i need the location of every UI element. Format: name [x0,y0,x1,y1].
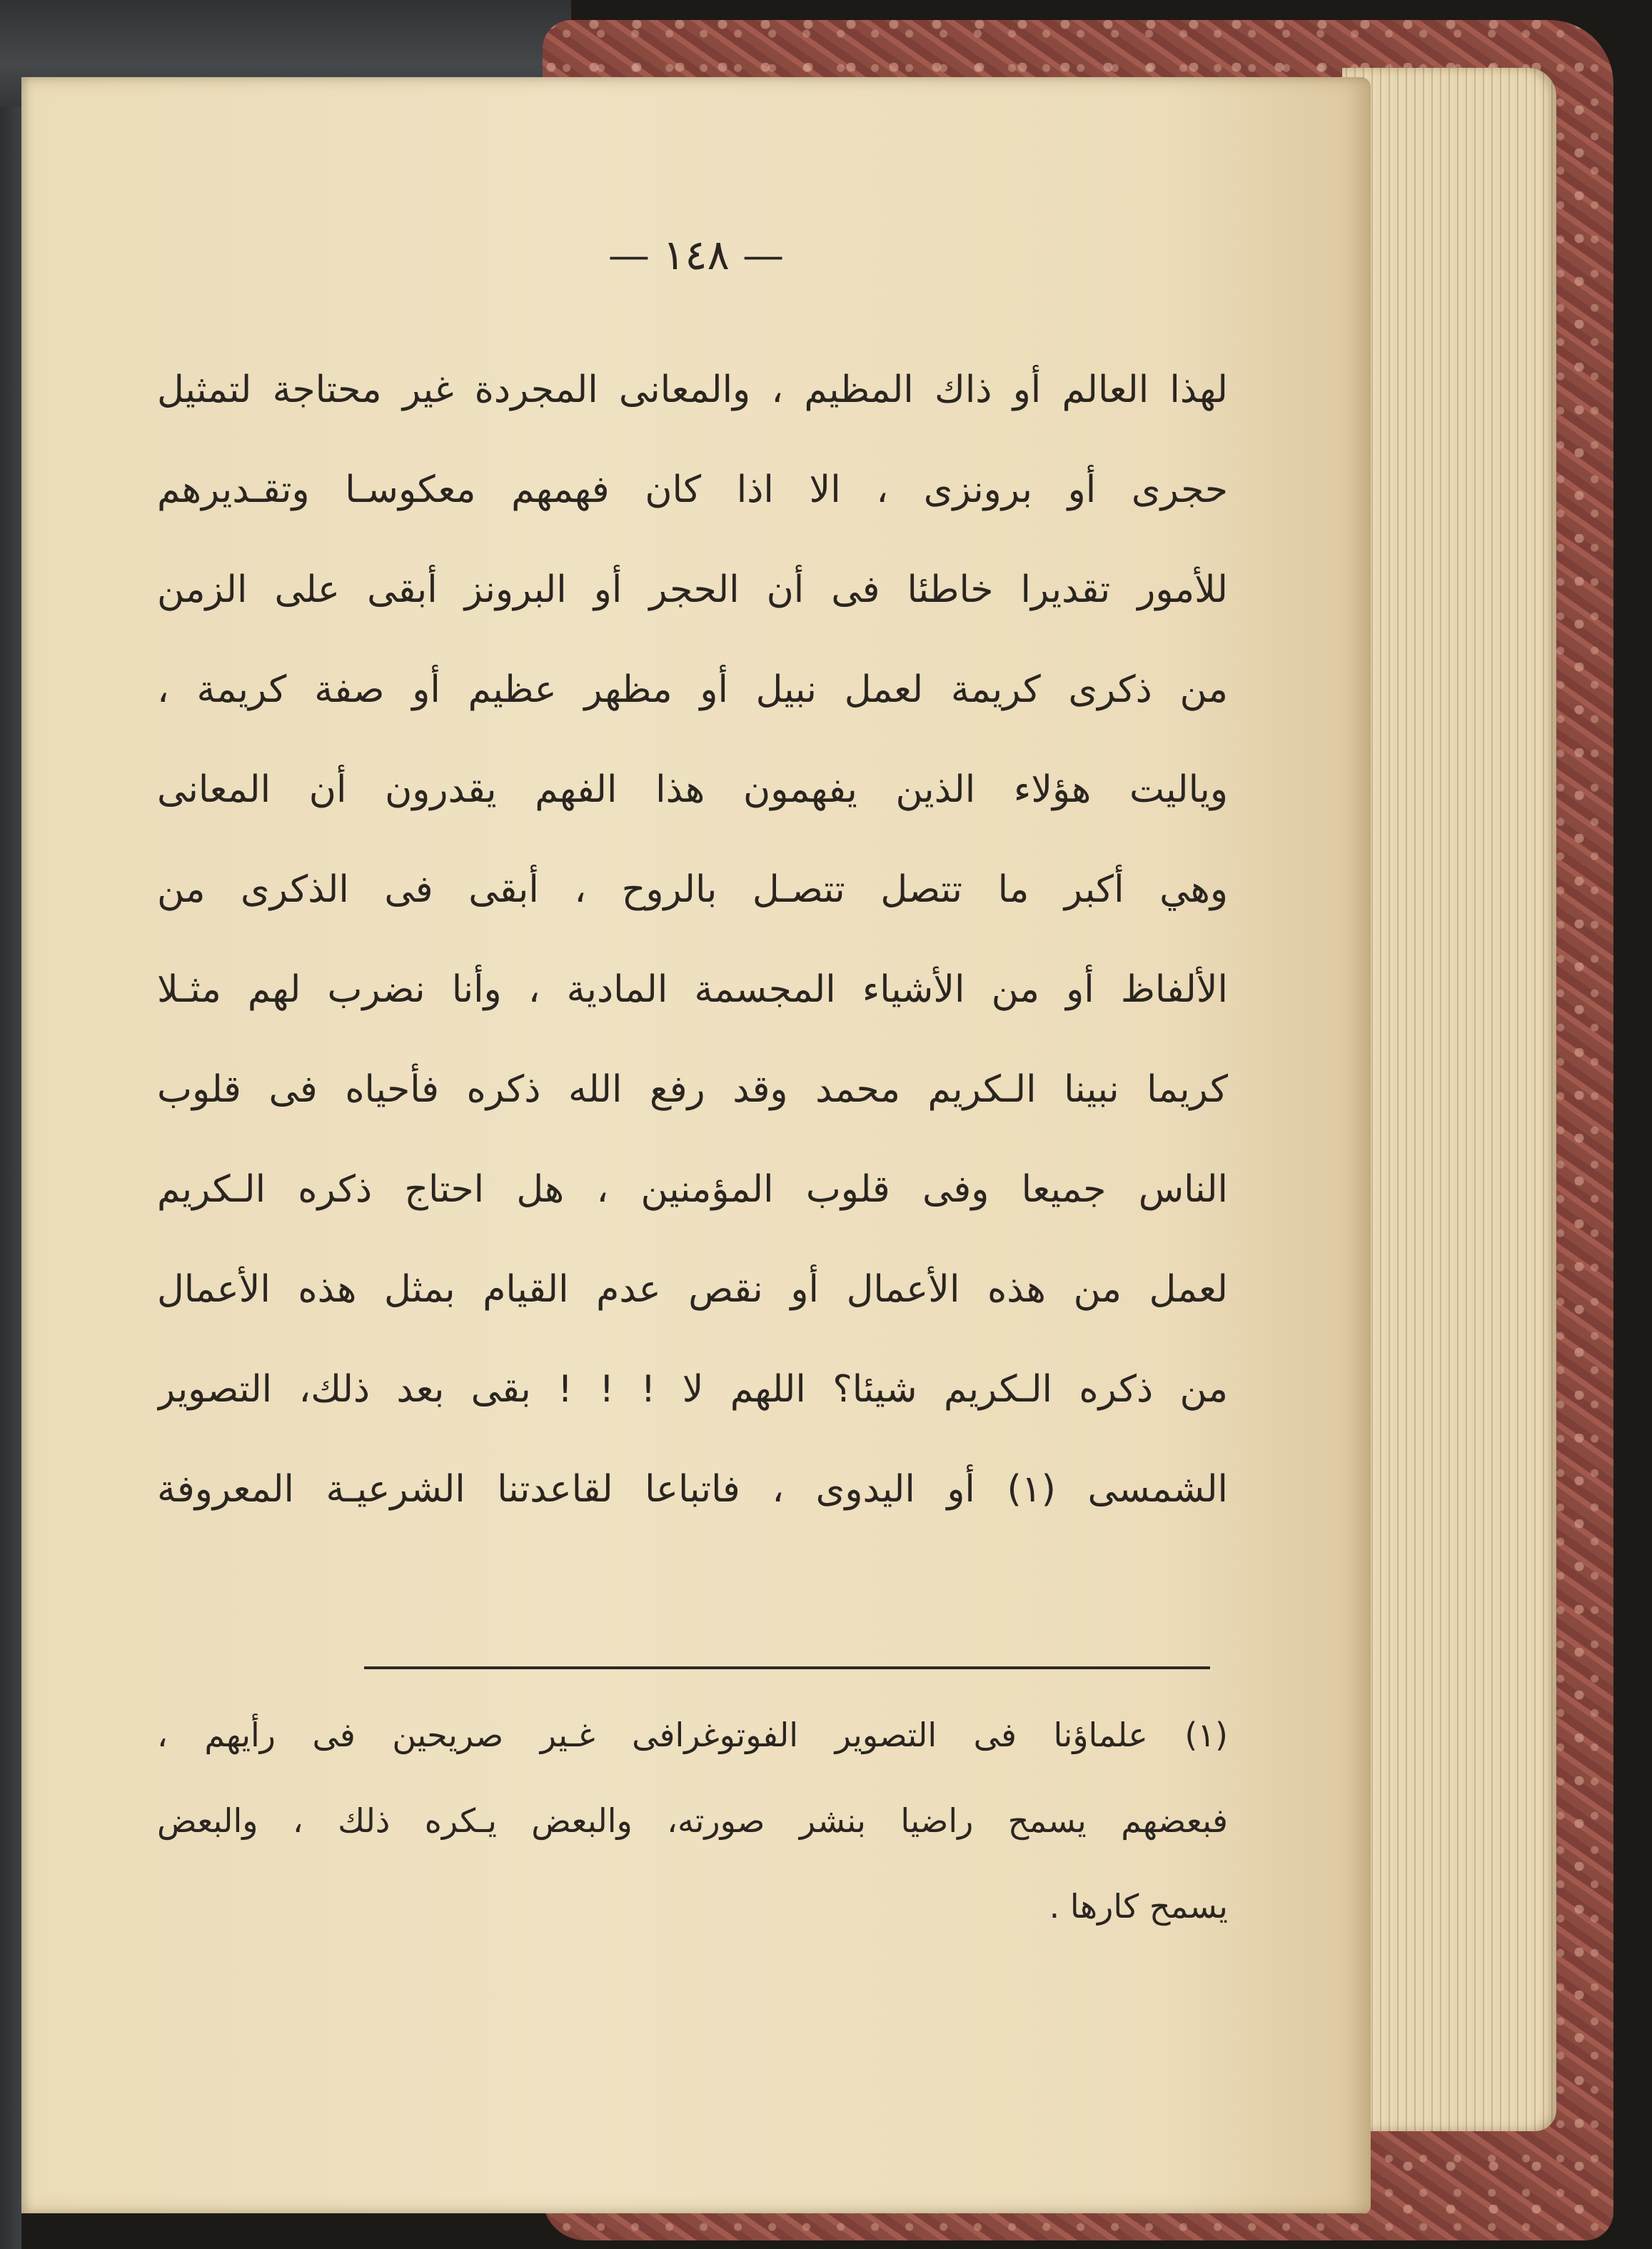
footnote-divider [364,1666,1210,1669]
text-line: من ذكره الـكريم شيئا؟ اللهم لا ! ! ! بقى بعد ذلك، التصوير [157,1368,1228,1411]
text-line: الناس جميعا وفى قلوب المؤمنين ، هل احتاج ذكره الـكريم [157,1168,1228,1211]
text-line: وياليت هؤلاء الذين يفهمون هذا الفهم يقدرون أن المعانى [157,768,1228,811]
text-line: حجرى أو برونزى ، الا اذا كان فهمهم معكوسـا وتقـديرهم [157,468,1228,511]
footnote-line: فبعضهم يسمح راضيا بنشر صورته، والبعض يـكره ذلك ، والبعض [157,1801,1228,1840]
book-spine-edge [0,0,21,2249]
text-line: الشمسى (١) أو اليدوى ، فاتباعا لقاعدتنا الشرعيـة المعروفة [157,1468,1228,1511]
page-edges [1342,68,1556,2131]
text-line: وهي أكبر ما تتصل تتصـل بالروح ، أبقى فى الذكرى من [157,868,1228,911]
text-line: لهذا العالم أو ذاك المظيم ، والمعانى المجردة غير محتاجة لتمثيل [157,368,1228,411]
book-page [21,77,1371,2213]
main-text [157,340,1228,1539]
footnote-line: (١) علماؤنا فى التصوير الفوتوغرافى غـير صريحين فى رأيهم ، [157,1716,1228,1754]
text-line: كريما نبينا الـكريم محمد وقد رفع الله ذكره فأحياه فى قلوب [157,1068,1228,1111]
footnote-line: يسمح كارها . [1049,1887,1228,1926]
footnote [157,1692,1228,1949]
text-line: للأمور تقديرا خاطئا فى أن الحجر أو البرونز أبقى على الزمن [157,568,1228,611]
text-line: من ذكرى كريمة لعمل نبيل أو مظهر عظيم أو صفة كريمة ، [157,668,1228,711]
page-number: — ١٤٨ — [608,231,785,279]
text-line: لعمل من هذه الأعمال أو نقص عدم القيام بمثل هذه الأعمال [157,1268,1228,1311]
text-line: الألفاظ أو من الأشياء المجسمة المادية ، وأنا نضرب لهم مثـلا [157,968,1228,1011]
